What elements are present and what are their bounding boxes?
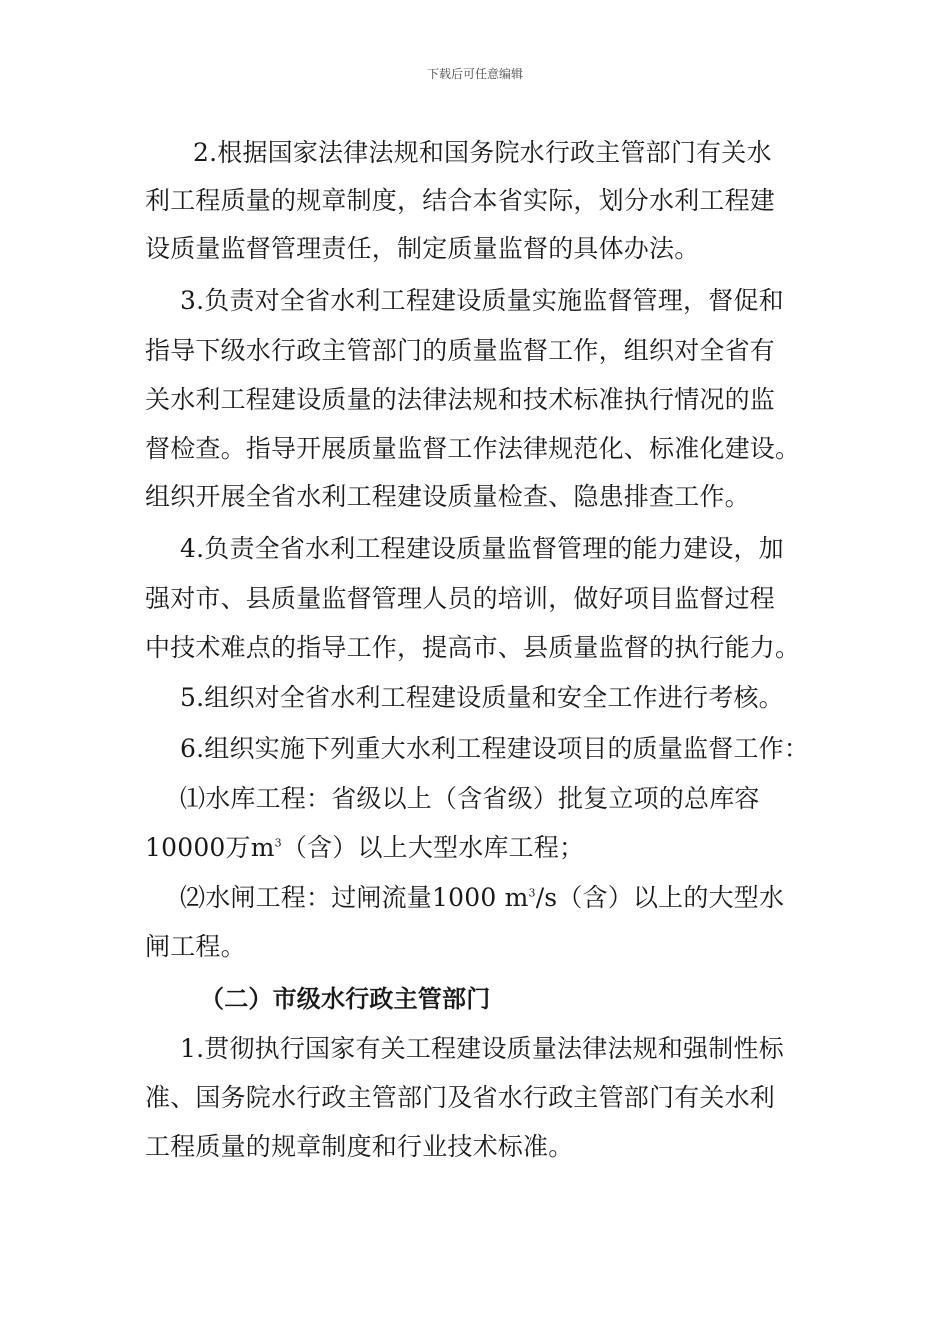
text-line: 准、国务院水行政主管部门及省水行政主管部门有关水利 bbox=[145, 1083, 776, 1112]
text-line: 4.负责全省水利工程建设质量监督管理的能力建设，加 bbox=[180, 534, 784, 563]
text-line: 指导下级水行政主管部门的质量监督工作，组织对全省有 bbox=[145, 336, 776, 365]
text-line: 6.组织实施下列重大水利工程建设项目的质量监督工作： bbox=[180, 734, 810, 763]
text-line: 5.组织对全省水利工程建设质量和安全工作进行考核。 bbox=[180, 683, 784, 712]
text-line: 设质量监督管理责任，制定质量监督的具体办法。 bbox=[145, 234, 700, 263]
text-line: ⑴水库工程：省级以上（含省级）批复立项的总库容 bbox=[180, 784, 760, 813]
text-line: 2.根据国家法律法规和国务院水行政主管部门有关水 bbox=[193, 138, 772, 167]
text-line bbox=[180, 882, 784, 914]
text-segment: ⑵水闸工程：过闸流量1000 m bbox=[180, 883, 529, 912]
superscript: 3 bbox=[528, 886, 536, 900]
text-line: 工程质量的规章制度和行业技术标准。 bbox=[145, 1132, 574, 1161]
text-segment: 10000万m bbox=[145, 833, 275, 862]
text-line: 关水利工程建设质量的法律法规和技术标准执行情况的监 bbox=[145, 385, 776, 414]
text-line: 3.负责对全省水利工程建设质量实施监督管理，督促和 bbox=[180, 286, 784, 315]
text-line bbox=[145, 832, 584, 864]
text-line: 中技术难点的指导工作，提高市、县质量监督的执行能力。 bbox=[145, 633, 801, 662]
text-line: 组织开展全省水利工程建设质量检查、隐患排查工作。 bbox=[145, 482, 750, 511]
page-header-note: 下载后可任意编辑 bbox=[426, 67, 523, 81]
text-segment: /s（含）以上的大型水 bbox=[535, 883, 785, 912]
superscript: 3 bbox=[274, 836, 282, 850]
text-segment: （含）以上大型水库工程； bbox=[281, 833, 585, 862]
text-line: 利工程质量的规章制度，结合本省实际，划分水利工程建 bbox=[145, 186, 776, 215]
text-line: 1.贯彻执行国家有关工程建设质量法律法规和强制性标 bbox=[180, 1034, 784, 1063]
section-heading: （二）市级水行政主管部门 bbox=[200, 985, 491, 1013]
text-line: 强对市、县质量监督管理人员的培训，做好项目监督过程 bbox=[145, 584, 776, 613]
text-line: 督检查。指导开展质量监督工作法律规范化、标准化建设。 bbox=[145, 434, 801, 463]
text-line: 闸工程。 bbox=[145, 932, 246, 961]
